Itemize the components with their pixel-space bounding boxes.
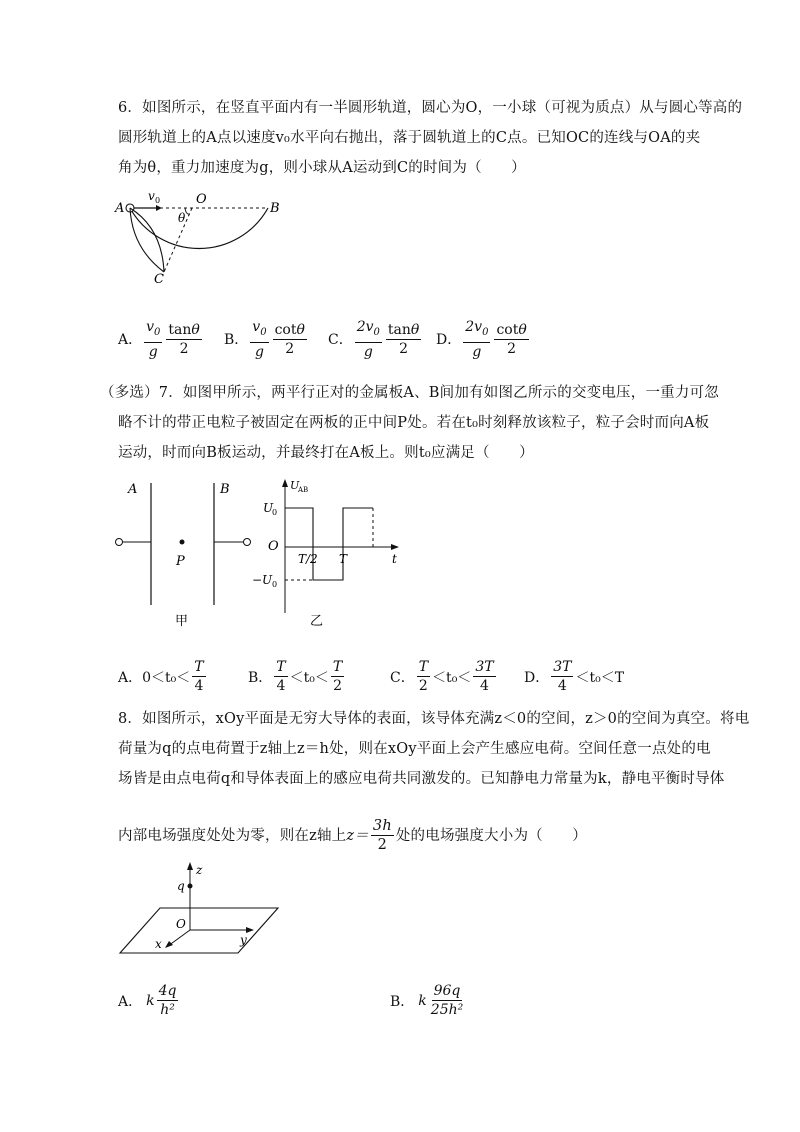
point-charge [188, 884, 193, 889]
option-letter: C． [390, 669, 415, 686]
label-c: C [154, 272, 164, 287]
option-k: k [146, 992, 155, 1009]
option-fraction-1: $\frac{T}{2}$ [418, 659, 429, 694]
q8-line-3: 场皆是由点电荷q和导体表面上的感应电荷共同激发的。已知静电力常量为k，静电平衡时导体 [118, 771, 725, 787]
option-fraction-theta: $\frac{\tan\theta}{2}$ [168, 321, 200, 357]
option-fraction: $\frac{96q}{\text{25h²}}$ [430, 983, 464, 1018]
option-letter: A． [118, 332, 143, 349]
option-fraction-1: $\frac{3T}{4}$ [553, 659, 572, 694]
option-letter: A． [118, 669, 143, 686]
trajectory-curve [130, 208, 164, 272]
label-t: t [392, 552, 397, 566]
label-t-half: T/2 [298, 552, 318, 566]
arc-segment [130, 208, 164, 272]
label-u: U [290, 479, 300, 492]
voltage-waveform [285, 508, 373, 580]
caption-jia: 甲 [175, 614, 189, 629]
option-fraction: $\frac{4q}{\text{h²}}$ [158, 983, 177, 1018]
q6-option-d[interactable] [436, 318, 531, 361]
q6-option-c[interactable] [328, 318, 423, 361]
label-origin: O [176, 917, 186, 931]
q8-option-b[interactable] [390, 982, 467, 1019]
q7-option-c[interactable] [390, 658, 498, 695]
label-origin: O [268, 539, 279, 554]
q8-line-4-z: z＝ [346, 827, 369, 844]
label-q: q [177, 879, 185, 893]
option-letter: B． [390, 993, 415, 1010]
label-neg-u0-sub: 0 [272, 580, 278, 589]
x-axis-arrow [165, 941, 173, 948]
z-axis-arrow [187, 862, 193, 870]
terminal-b [244, 539, 251, 546]
q7-option-a[interactable] [118, 658, 208, 695]
option-letter: B． [224, 332, 249, 349]
option-text: ＜t₀＜ [432, 669, 472, 686]
q8-plane-figure [110, 860, 290, 960]
question-6-text [118, 93, 743, 183]
q8-option-a[interactable] [118, 982, 180, 1019]
theta-arc [185, 208, 190, 214]
velocity-arrowhead [156, 205, 162, 211]
option-fraction-theta: $\frac{\cot\theta}{2}$ [496, 321, 527, 357]
particle-p [180, 540, 185, 545]
option-letter: D． [524, 669, 550, 686]
q8-line-2: 荷量为q的点电荷置于z轴上z＝h处，则在xOy平面上会产生感应电荷。空间任意一点处的电 [118, 741, 711, 757]
terminal-a [116, 539, 123, 546]
label-v-sub: 0 [155, 196, 161, 205]
label-u0-sub: 0 [272, 508, 278, 517]
option-fraction-theta: $\frac{\cot\theta}{2}$ [274, 321, 305, 357]
question-7-text [100, 378, 730, 468]
label-p: P [176, 554, 185, 569]
option-fraction-2: $\frac{3T}{4}$ [475, 659, 494, 694]
y-axis-arrow [246, 927, 254, 933]
q6-option-b[interactable] [224, 318, 309, 361]
q6-line-1: 6．如图所示，在竖直平面内有一半圆形轨道，圆心为O，一小球（可视为质点）从与圆心等高的 [118, 100, 743, 116]
option-text: ＜t₀＜T [575, 669, 625, 686]
option-fraction-1: $\frac{T}{4}$ [276, 659, 286, 694]
option-letter: A． [118, 993, 143, 1010]
option-fraction: $\frac{2v_0}{g}$ [356, 319, 380, 360]
option-k: k [418, 992, 427, 1009]
q8-line-1: 8．如图所示，xOy平面是无穷大导体的表面，该导体充满z＜0的空间，z＞0的空间为真空。将电 [118, 711, 750, 727]
label-b: B [270, 201, 280, 216]
label-y: y [240, 933, 247, 947]
label-theta: θ [178, 211, 186, 225]
q6-line-2: 圆形轨道上的A点以速度v₀水平向右抛出，落于圆轨道上的C点。已知OC的连线与OA的夹 [118, 130, 701, 146]
q8-line-4-fraction: $\frac{3h}{2}$ [372, 818, 392, 853]
q6-option-a[interactable] [118, 318, 204, 361]
q7-line-2: 略不计的带正电粒子被固定在两板的正中间P处。若在t₀时刻释放该粒子，粒子会时而向A板 [118, 415, 710, 431]
label-u0: U [263, 501, 274, 515]
option-fraction: $\frac{v_0}{g}$ [252, 319, 267, 360]
option-fraction: $\frac{T}{4}$ [194, 659, 204, 694]
question-8-text [118, 704, 750, 794]
label-o: O [196, 192, 207, 207]
option-letter: D． [436, 332, 462, 349]
q7-figures [110, 475, 410, 630]
label-z: z [196, 863, 203, 877]
option-fraction: $\frac{v_0}{g}$ [146, 319, 161, 360]
q7-option-b[interactable] [248, 658, 346, 695]
q7-option-d[interactable] [524, 658, 624, 695]
q8-line-4-pre: 内部电场强度处处为零，则在z轴上 [118, 827, 347, 844]
option-letter: C． [328, 332, 353, 349]
label-x: x [155, 937, 162, 951]
option-text: 0＜t₀＜ [142, 669, 191, 686]
label-neg-u0: −U [252, 573, 273, 587]
caption-yi: 乙 [310, 614, 324, 629]
q6-semicircle-figure [110, 188, 290, 288]
label-v: v [148, 189, 155, 203]
q8-line-4-post: 处的电场强度大小为（ ） [395, 827, 587, 844]
q8-line-4 [118, 817, 718, 854]
option-fraction: $\frac{2v_0}{g}$ [465, 319, 489, 360]
t-axis-arrow [391, 544, 399, 550]
u-axis-arrow [282, 479, 288, 487]
label-plate-a: A [128, 482, 138, 497]
q7-line-1: （多选）7．如图甲所示，两平行正对的金属板A、B间加有如图乙所示的交变电压，一重力可忽 [100, 385, 719, 401]
label-a: A [115, 201, 125, 216]
label-u-sub: AB [298, 486, 309, 494]
q7-line-3: 运动，时而向B板运动，并最终打在A板上。则t₀应满足（ ） [118, 445, 534, 461]
option-text: ＜t₀＜ [289, 669, 329, 686]
label-t-period: T [339, 552, 348, 566]
option-fraction-2: $\frac{T}{2}$ [332, 659, 343, 694]
q6-line-3: 角为θ，重力加速度为g，则小球从A运动到C的时间为（ ） [118, 160, 526, 176]
label-plate-b: B [220, 482, 230, 497]
option-fraction-theta: $\frac{\tan\theta}{2}$ [387, 321, 420, 357]
option-letter: B． [248, 669, 273, 686]
